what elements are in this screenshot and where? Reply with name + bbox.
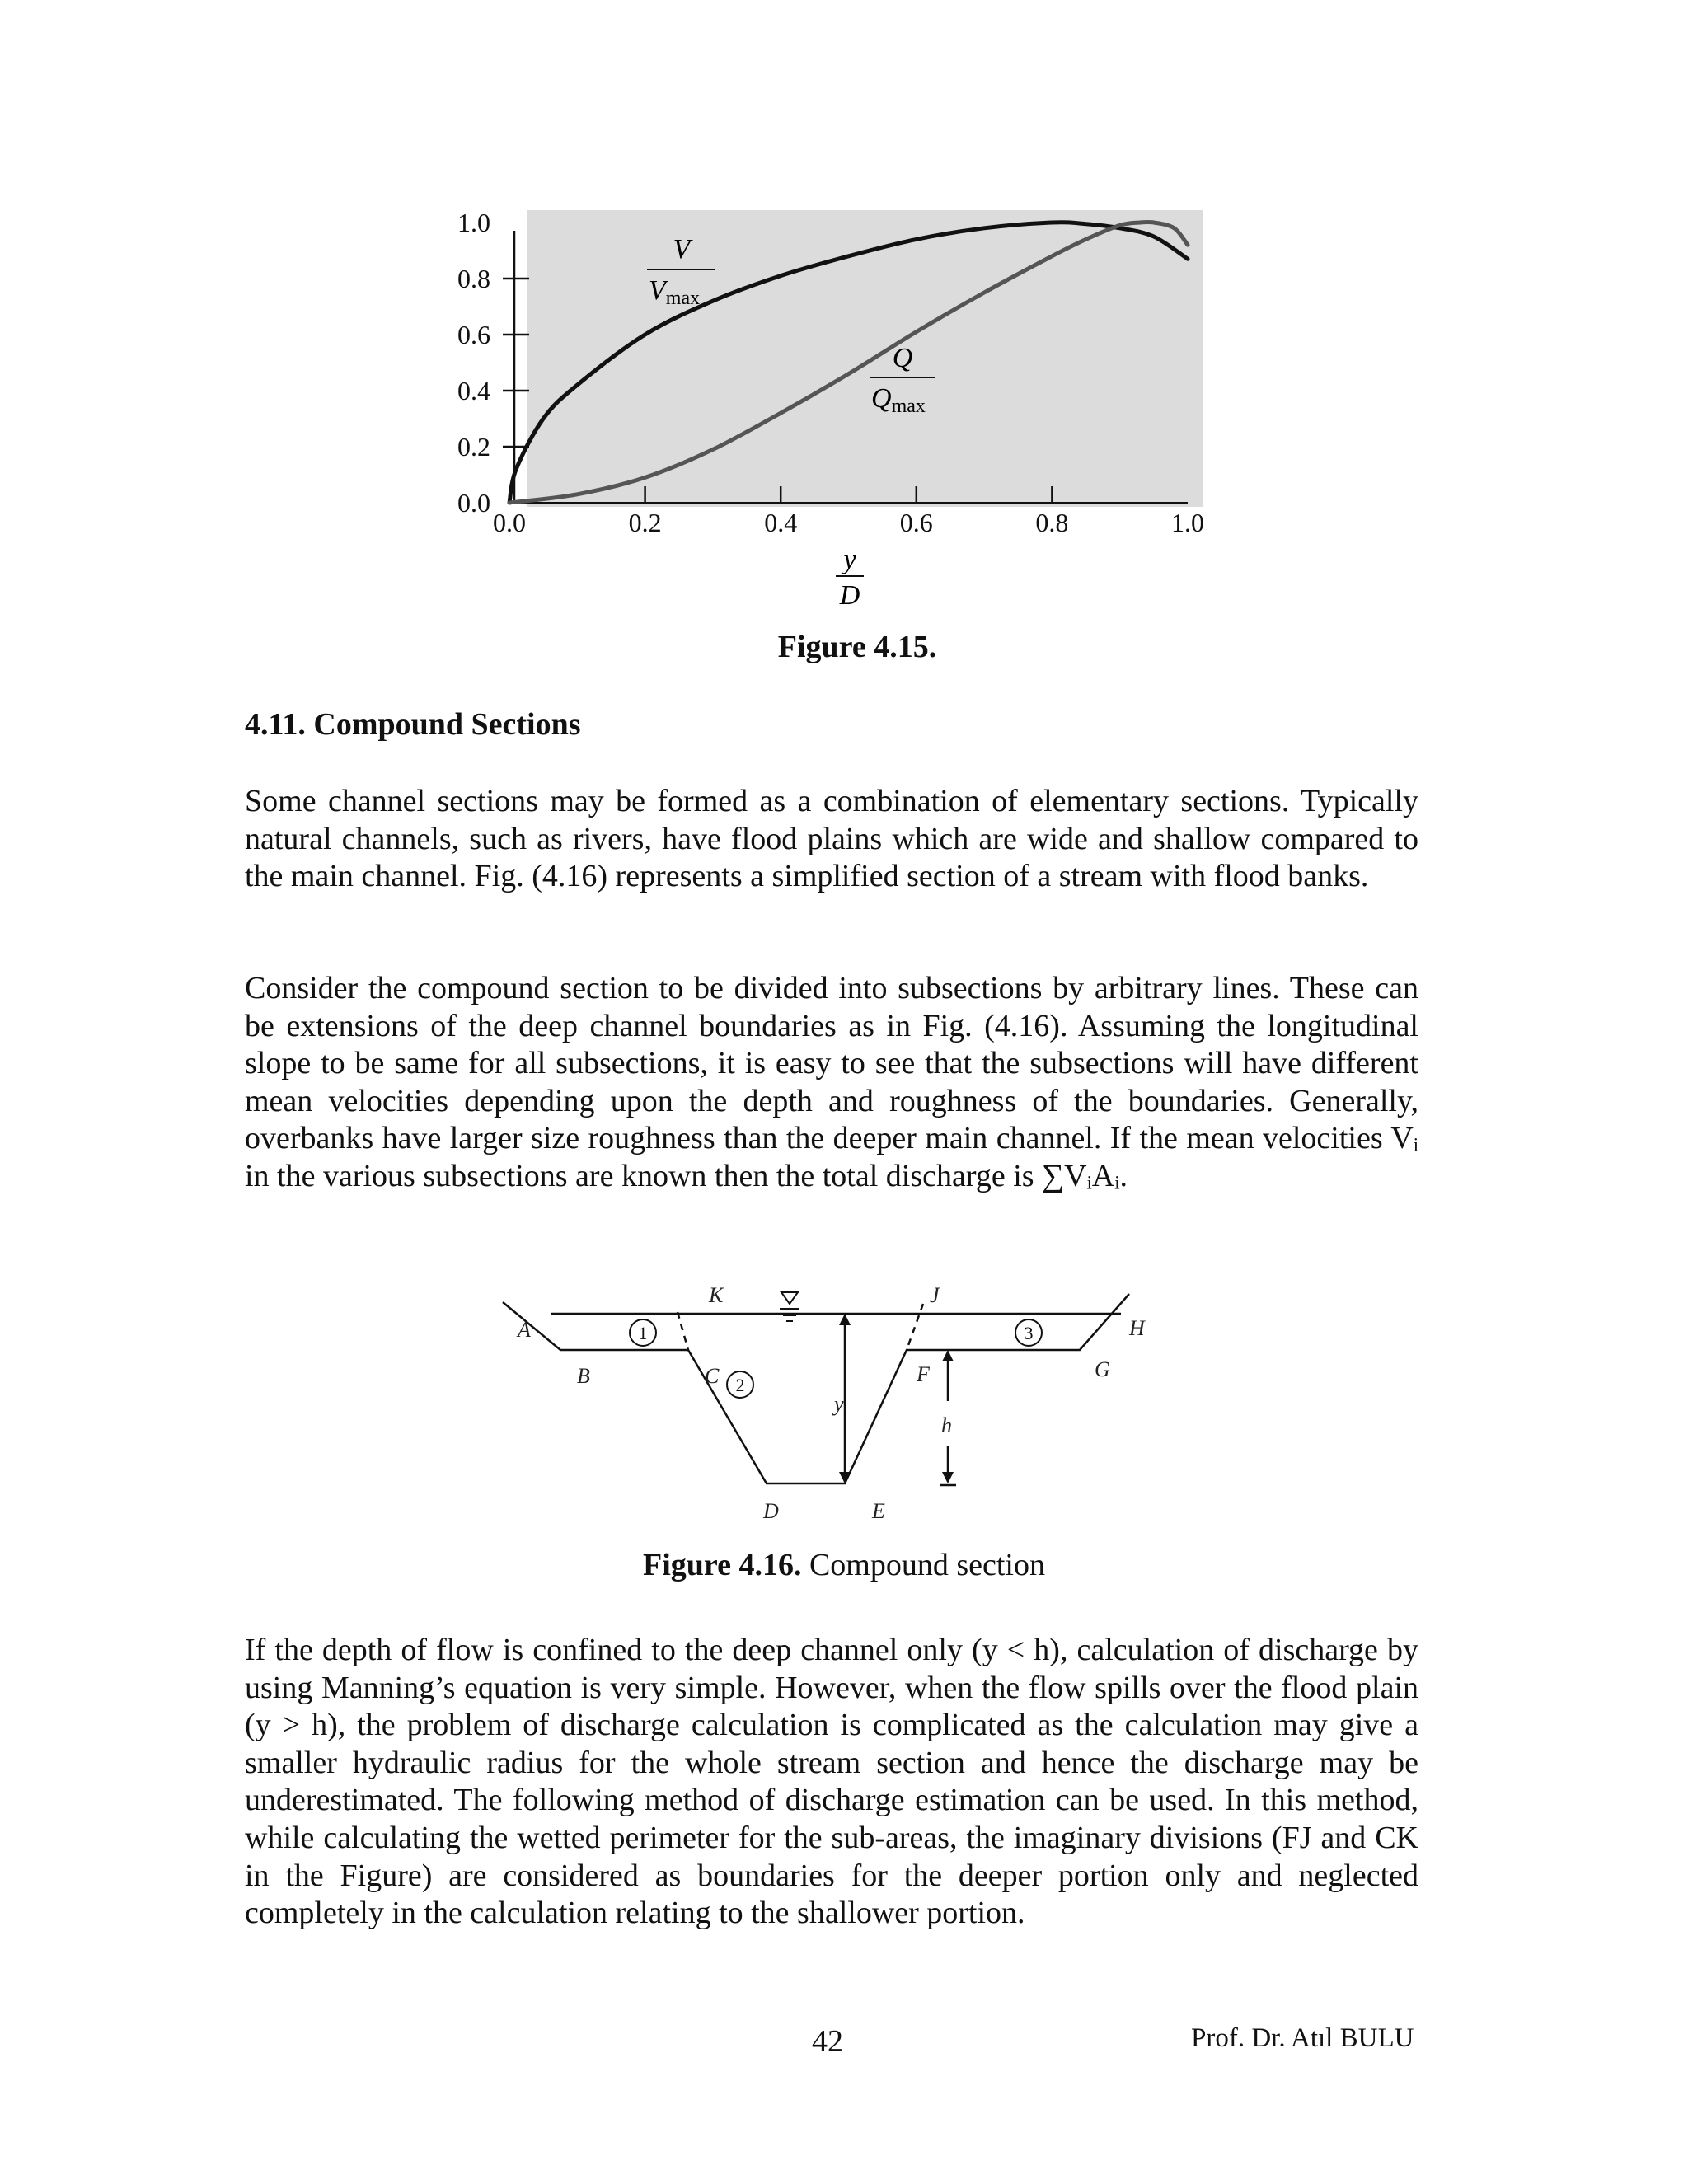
division-ck [678, 1312, 688, 1350]
y-tick-label: 0.0 [457, 488, 490, 518]
y-tick-label: 0.6 [457, 320, 490, 349]
x-tick-label: 0.8 [1035, 508, 1069, 537]
figure-4-15 [445, 194, 1269, 664]
y-tick-label: 0.8 [457, 264, 490, 293]
y-tick-label: 1.0 [457, 208, 490, 237]
v-label-numerator: V [673, 234, 691, 265]
point-label-a: A [518, 1318, 531, 1342]
point-label-d: D [763, 1499, 779, 1523]
point-label-k: K [709, 1283, 724, 1307]
x-tick-label: 0.2 [628, 508, 662, 537]
point-label-e: E [872, 1499, 885, 1523]
paragraph-3: If the depth of flow is confined to the deep channel only (y < h), calculation of discharge by using Manning’s equation is very simple. However, when the flow spills over the flood plain (y > h), the problem of discharge calculation is complicated as the calculation may give a smaller hydraulic radius for the whole stream section and hence the discharge may be underestimated. The following method of discharge estimation can be used. In this method, while calculating the wetted perimeter for the sub-areas, the imaginary divisions (FJ and CK in the Figure) are considered as boundaries for the deeper portion only and neglected completely in the calculation relating to the shallower portion. [245, 1633, 1418, 1931]
subsection-1-number: 1 [638, 1323, 648, 1343]
q-label-denominator: Qmax [871, 383, 926, 417]
point-label-c: C [705, 1364, 720, 1388]
water-level-symbol [780, 1292, 799, 1321]
page-number: 42 [812, 2024, 843, 2059]
x-tick-label: 0.0 [493, 508, 526, 537]
channel-boundary [503, 1294, 1129, 1483]
point-label-j: J [930, 1283, 940, 1307]
velocity-discharge-chart [445, 194, 1269, 639]
paragraph-2: Consider the compound section to be divided into subsections by arbitrary lines. These can be extensions of the deep channel boundaries as in Fig. (4.16). Assuming the longitudinal slope to be same for all subsections, it is easy to see that the subsections will have different mean velocities depending upon the depth and roughness of the boundaries. Generally, overbanks have larger size roughness than the deeper main channel. If the mean velocities Vᵢ in the various subsections are known then the total discharge is ∑VᵢAᵢ. [245, 971, 1418, 1193]
subsection-3-number: 3 [1024, 1323, 1034, 1343]
x-tick-label: 0.4 [764, 508, 798, 537]
y-arrow-down [839, 1472, 851, 1483]
paragraph-1: Some channel sections may be formed as a combination of elementary sections. Typically natural channels, such as rivers, have flood plains which are wide and shallow compared to the main channel. Fig. (4.16) represents a simplified section of a stream with flood banks. [245, 784, 1418, 894]
x-axis-label-denominator: D [839, 580, 860, 611]
dimension-label-y: y [834, 1392, 844, 1416]
point-label-h: H [1129, 1316, 1145, 1340]
h-arrow-up [942, 1350, 954, 1361]
y-tick-label: 0.2 [457, 432, 490, 462]
x-tick-label: 1.0 [1171, 508, 1204, 537]
y-tick-label: 0.4 [457, 376, 490, 405]
point-label-b: B [577, 1364, 590, 1388]
figure-4-16 [462, 1277, 1228, 1549]
v-label-denominator: Vmax [649, 275, 701, 309]
x-axis-label-numerator: y [843, 545, 856, 575]
figure-4-16-caption: Figure 4.16. Compound section [643, 1548, 1045, 1582]
h-arrow-down [942, 1472, 954, 1483]
y-arrow-up [839, 1314, 851, 1325]
compound-section-diagram [462, 1277, 1228, 1549]
y-axis [457, 208, 529, 518]
chart-plot-background [528, 210, 1203, 507]
point-label-g: G [1095, 1357, 1110, 1381]
dimension-label-h: h [941, 1413, 952, 1437]
x-tick-label: 0.6 [899, 508, 933, 537]
section-heading: 4.11. Compound Sections [245, 707, 581, 742]
division-fj [907, 1304, 923, 1350]
subsection-2-number: 2 [735, 1375, 745, 1395]
footer-author: Prof. Dr. Atıl BULU [1191, 2023, 1414, 2053]
q-label-numerator: Q [892, 343, 913, 373]
point-label-f: F [917, 1362, 930, 1386]
figure-4-15-caption: Figure 4.15. [777, 630, 937, 664]
